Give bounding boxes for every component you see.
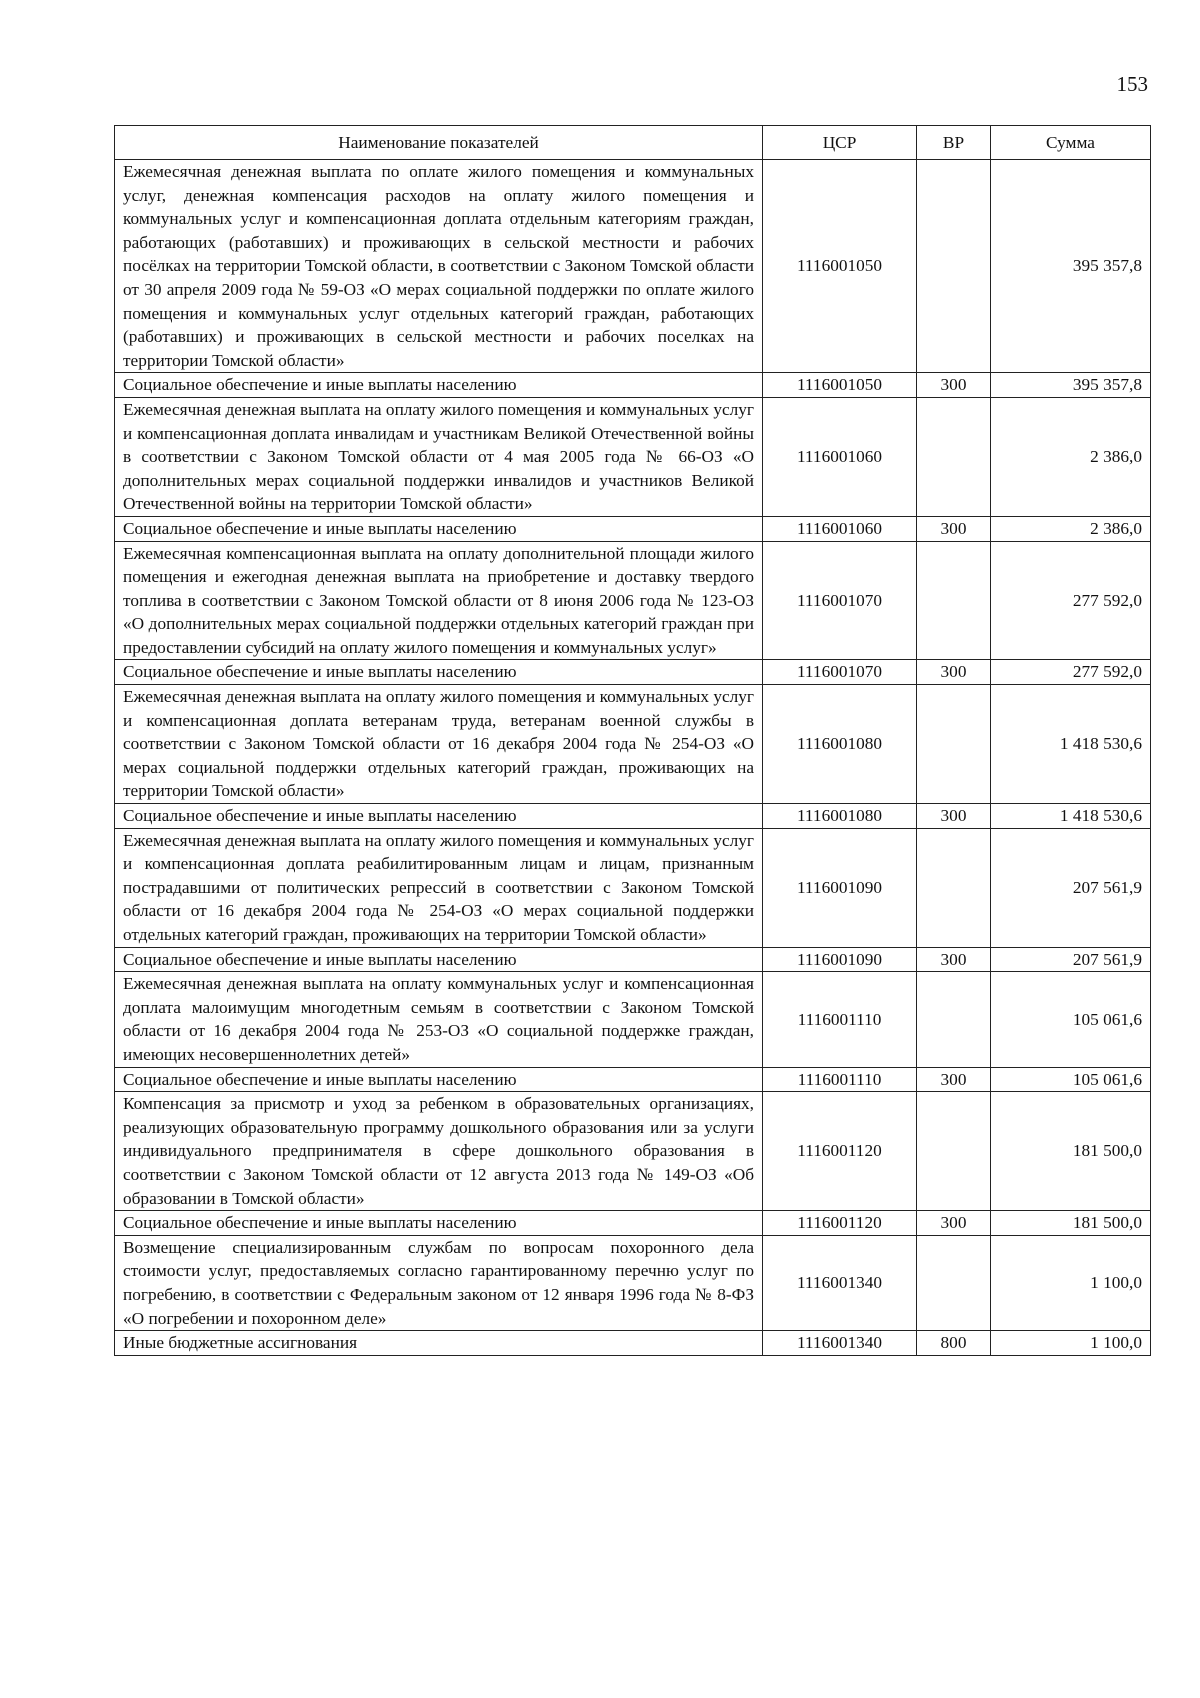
cell-vr: 300 (917, 804, 991, 829)
cell-name: Ежемесячная денежная выплата по оплате жилого помещения и коммунальных услуг, денежная компенсация расходов на оплату жилого помещения и коммунальных услуг и компенсационная доплата отдельным категориям граждан, работающих (работавших) и проживающих в сельской местности и рабочих посёлках на территории Томской области, в соответствии с Законом Томской области от 30 апреля 2009 года № 59-ОЗ «О мерах социальной поддержки по оплате жилого помещения и коммунальных услуг отдельных категорий граждан, работающих (работавших) и проживающих в сельской местности и рабочих поселках на территории Томской области» (115, 160, 763, 373)
cell-sum: 395 357,8 (991, 160, 1151, 373)
cell-name: Ежемесячная денежная выплата на оплату жилого помещения и коммунальных услуг и компенсационная доплата инвалидам и участникам Великой Отечественной войны в соответствии с Законом Томской области от 4 мая 2005 года № 66-ОЗ «О дополнительных мерах социальной поддержки инвалидов и участников Великой Отечественной войны на территории Томской области» (115, 397, 763, 516)
cell-csr: 1116001060 (763, 516, 917, 541)
cell-name: Ежемесячная компенсационная выплата на оплату дополнительной площади жилого помещения и ежегодная денежная выплата на приобретение и доставку твердого топлива в соответствии с Законом Томской области от 8 июня 2006 года № 123-ОЗ «О дополнительных мерах социальной поддержки отдельных категорий граждан при предоставлении субсидий на оплату жилого помещения и коммунальных услуг» (115, 541, 763, 660)
cell-vr: 300 (917, 516, 991, 541)
table-row (115, 541, 1151, 660)
cell-csr: 1116001070 (763, 660, 917, 685)
table-subrow (115, 1331, 1151, 1356)
table-header-row (115, 126, 1151, 160)
cell-sum: 277 592,0 (991, 660, 1151, 685)
cell-csr: 1116001080 (763, 804, 917, 829)
cell-csr: 1116001090 (763, 947, 917, 972)
table-row (115, 685, 1151, 804)
cell-vr (917, 828, 991, 947)
cell-name: Ежемесячная денежная выплата на оплату жилого помещения и коммунальных услуг и компенсационная доплата реабилитированным лицам и лицам, признанным пострадавшими от политических репрессий в соответствии с Законом Томской области от 16 декабря 2004 года № 254-ОЗ «О мерах социальной поддержки отдельных категорий граждан, проживающих на территории Томской области» (115, 828, 763, 947)
table-row (115, 1235, 1151, 1330)
table-subrow (115, 947, 1151, 972)
cell-vr (917, 541, 991, 660)
cell-vr (917, 160, 991, 373)
cell-sum: 395 357,8 (991, 373, 1151, 398)
cell-csr: 1116001050 (763, 373, 917, 398)
cell-name: Возмещение специализированным службам по вопросам похоронного дела стоимости услуг, предоставляемых согласно гарантированному перечню услуг по погребению, в соответствии с Федеральным законом от 12 января 1996 года № 8-ФЗ «О погребении и похоронном деле» (115, 1235, 763, 1330)
cell-sum: 2 386,0 (991, 516, 1151, 541)
cell-vr (917, 1235, 991, 1330)
table-row (115, 1092, 1151, 1211)
cell-sum: 1 418 530,6 (991, 804, 1151, 829)
table-row (115, 828, 1151, 947)
cell-vr: 300 (917, 947, 991, 972)
cell-sum: 207 561,9 (991, 947, 1151, 972)
table-subrow (115, 373, 1151, 398)
cell-name: Социальное обеспечение и иные выплаты населению (115, 373, 763, 398)
budget-table (114, 125, 1151, 1356)
table-subrow (115, 804, 1151, 829)
cell-sum: 1 100,0 (991, 1235, 1151, 1330)
cell-vr: 300 (917, 1211, 991, 1236)
cell-vr (917, 685, 991, 804)
cell-sum: 207 561,9 (991, 828, 1151, 947)
cell-sum: 1 100,0 (991, 1331, 1151, 1356)
cell-csr: 1116001120 (763, 1092, 917, 1211)
table-subrow (115, 660, 1151, 685)
cell-csr: 1116001340 (763, 1235, 917, 1330)
cell-csr: 1116001050 (763, 160, 917, 373)
cell-name: Ежемесячная денежная выплата на оплату коммунальных услуг и компенсационная доплата малоимущим многодетным семьям в соответствии с Законом Томской области от 16 декабря 2004 года № 253-ОЗ «О социальной поддержке граждан, имеющих несовершеннолетних детей» (115, 972, 763, 1067)
cell-csr: 1116001060 (763, 397, 917, 516)
cell-name: Социальное обеспечение и иные выплаты населению (115, 804, 763, 829)
cell-csr: 1116001120 (763, 1211, 917, 1236)
cell-name: Компенсация за присмотр и уход за ребенком в образовательных организациях, реализующих образовательную программу дошкольного образования или за услуги индивидуального предпринимателя в сфере дошкольного образования в соответствии с Законом Томской области от 12 августа 2013 года № 149-ОЗ «Об образовании в Томской области» (115, 1092, 763, 1211)
table-subrow (115, 516, 1151, 541)
cell-vr (917, 1092, 991, 1211)
cell-sum: 105 061,6 (991, 1067, 1151, 1092)
cell-name: Социальное обеспечение и иные выплаты населению (115, 1067, 763, 1092)
cell-sum: 181 500,0 (991, 1092, 1151, 1211)
cell-sum: 105 061,6 (991, 972, 1151, 1067)
cell-name: Социальное обеспечение и иные выплаты населению (115, 516, 763, 541)
cell-vr: 300 (917, 373, 991, 398)
table-subrow (115, 1067, 1151, 1092)
cell-vr: 800 (917, 1331, 991, 1356)
cell-vr (917, 397, 991, 516)
cell-sum: 1 418 530,6 (991, 685, 1151, 804)
table-body (115, 160, 1151, 1356)
cell-csr: 1116001340 (763, 1331, 917, 1356)
cell-name: Иные бюджетные ассигнования (115, 1331, 763, 1356)
table-row (115, 160, 1151, 373)
header-csr: ЦСР (763, 126, 917, 160)
cell-name: Социальное обеспечение и иные выплаты населению (115, 1211, 763, 1236)
cell-vr: 300 (917, 1067, 991, 1092)
cell-sum: 2 386,0 (991, 397, 1151, 516)
cell-vr: 300 (917, 660, 991, 685)
cell-csr: 1116001080 (763, 685, 917, 804)
page-number: 153 (1116, 72, 1148, 96)
cell-vr (917, 972, 991, 1067)
cell-csr: 1116001110 (763, 1067, 917, 1092)
table-row (115, 397, 1151, 516)
cell-csr: 1116001110 (763, 972, 917, 1067)
cell-name: Ежемесячная денежная выплата на оплату жилого помещения и коммунальных услуг и компенсационная доплата ветеранам труда, ветеранам военной службы в соответствии с Законом Томской области от 16 декабря 2004 года № 254-ОЗ «О мерах социальной поддержки отдельных категорий граждан, проживающих на территории Томской области» (115, 685, 763, 804)
cell-csr: 1116001090 (763, 828, 917, 947)
header-name: Наименование показателей (115, 126, 763, 160)
cell-name: Социальное обеспечение и иные выплаты населению (115, 660, 763, 685)
table-subrow (115, 1211, 1151, 1236)
header-sum: Сумма (991, 126, 1151, 160)
cell-csr: 1116001070 (763, 541, 917, 660)
cell-sum: 181 500,0 (991, 1211, 1151, 1236)
cell-sum: 277 592,0 (991, 541, 1151, 660)
header-vr: ВР (917, 126, 991, 160)
table-row (115, 972, 1151, 1067)
cell-name: Социальное обеспечение и иные выплаты населению (115, 947, 763, 972)
